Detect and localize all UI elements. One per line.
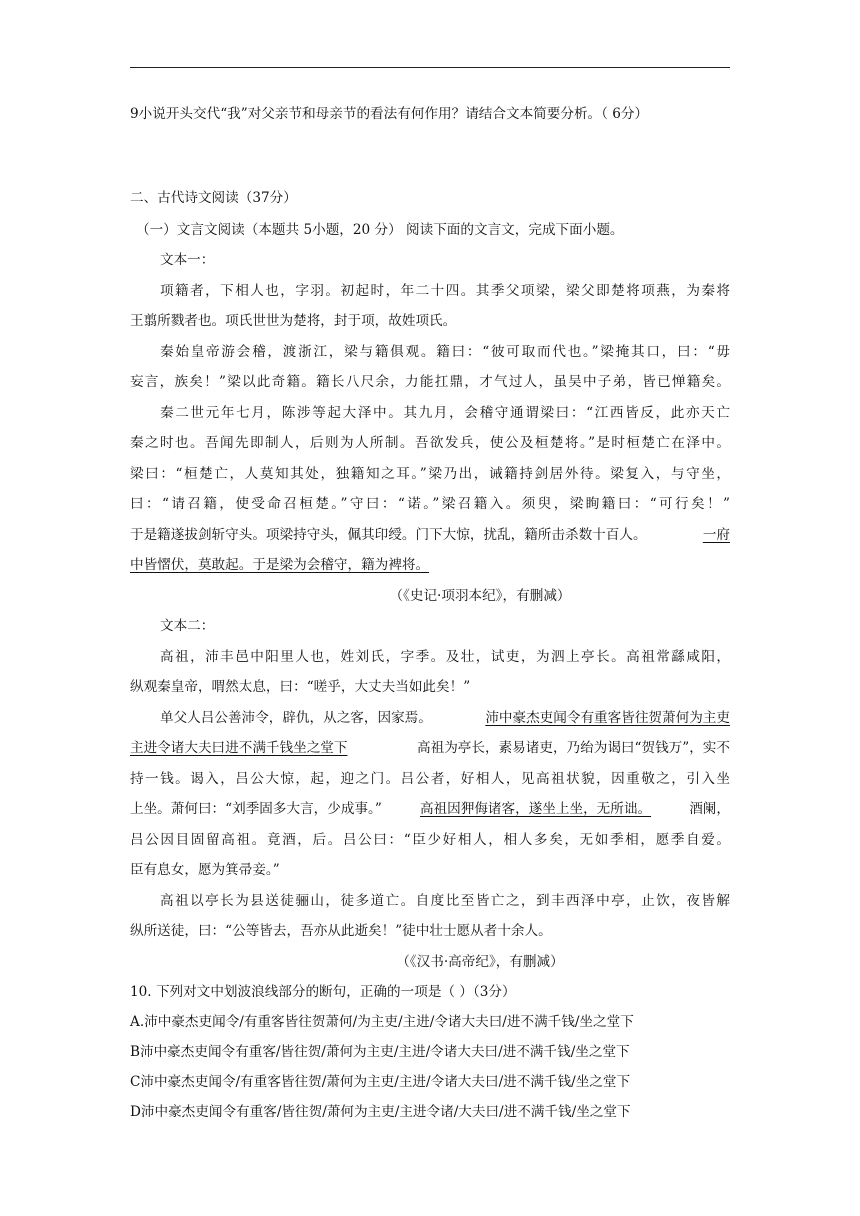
text-2-line (160, 708, 730, 728)
question-10-stem: 10. 下列对文中划波浪线部分的断句，正确的一项是（ ）（3分） (130, 984, 516, 1000)
text-2-line (130, 738, 730, 758)
text-2-line-part: 酒阑， (689, 801, 730, 817)
text-1-line: 妄言，族矣！”梁以此奇籍。籍长八尺余，力能扛鼎，才气过人，虽吴中子弟，皆已惮籍矣。 (130, 374, 730, 390)
underlined-phrase: 中皆慴伏，莫敢起。于是梁为会稽守，籍为裨将。 (130, 557, 430, 573)
underlined-phrase: 一府 (702, 527, 730, 543)
text-2-line (130, 799, 730, 819)
text-1-line (130, 555, 730, 575)
text-1-line: 梁曰：“桓楚亡，人莫知其处，独籍知之耳。”梁乃出，诫籍持剑居外待。梁复入，与守坐， (130, 466, 730, 482)
text-1-line (130, 525, 730, 545)
text-2-line: 持一钱。谒入，吕公大惊，起，迎之门。吕公者，好相人，见高祖状貌，因重敬之，引入坐 (130, 771, 730, 787)
text-1-line: 秦之时也。吾闻先即制人，后则为人所制。吾欲发兵，使公及桓楚将。”是时桓楚亡在泽中。 (130, 435, 730, 451)
text-2-label: 文本二： (160, 618, 215, 634)
option-a: A.沛中豪杰吏闻令/有重客皆往贺萧何/为主吏/主进/令诸大夫曰/进不满千钱/坐之堂下 (130, 1014, 634, 1030)
option-d: D沛中豪杰吏闻令有重客/皆往贺/萧何为主吏/主进令诸/大夫曰/进不满千钱/坐之堂下 (130, 1104, 631, 1120)
text-2-line-part: 高祖为亭长，素易诸吏，乃绐为谒曰“贺钱万”，实不 (417, 740, 730, 756)
part-1-title: （一）文言文阅读（本题共 5小题，20 分） 阅读下面的文言文，完成下面小题。 (136, 222, 624, 238)
header-rule (130, 67, 730, 68)
text-2-line: 高祖以亭长为县送徒骊山，徒多道亡。自度比至皆亡之，到丰西泽中亭，止饮，夜皆解 (160, 893, 730, 909)
underlined-sentence: 高祖因狎侮诸客，遂坐上坐，无所诎。 (419, 801, 652, 817)
option-c: C沛中豪杰吏闻令/有重客皆往贺/萧何为主吏/主进/令诸大夫曰/进不满千钱/坐之堂下 (130, 1074, 631, 1090)
wavy-underlined-passage: 沛中豪杰吏闻令有重客皆往贺萧何为主吏 (485, 710, 730, 726)
option-b: B沛中豪杰吏闻令有重客/皆往贺/萧何为主吏/主进/令诸大夫曰/进不满千钱/坐之堂下 (130, 1044, 630, 1060)
text-2-line: 吕公因目固留高祖。竟酒，后。吕公曰：“臣少好相人，相人多矣，无如季相，愿季自爱。 (130, 832, 730, 848)
text-1-line: 秦二世元年七月，陈涉等起大泽中。其九月，会稽守通谓梁曰：“江西皆反，此亦天亡 (160, 405, 730, 421)
wavy-underlined-passage: 主进令诸大夫曰进不满千钱坐之堂下 (130, 740, 348, 756)
text-1-line: 秦始皇帝游会稽，渡浙江，梁与籍俱观。籍曰：“彼可取而代也。”梁掩其口，曰：“毋 (160, 344, 730, 360)
section-2-title: 二、古代诗文阅读（37分） (130, 190, 297, 206)
text-2-line: 高祖，沛丰邑中阳里人也，姓刘氏，字季。及壮，试吏，为泗上亭长。高祖常繇咸阳， (160, 649, 730, 665)
text-1-line: 王翦所戮者也。项氏世世为楚将，封于项，故姓项氏。 (130, 313, 457, 329)
source-1: （《史记·项羽本纪》，有删减） (389, 588, 571, 604)
text-2-line-part: 上坐。萧何曰：“刘季固多大言，少成事。” (130, 801, 382, 817)
text-2-line: 臣有息女，愿为箕帚妾。” (130, 862, 280, 878)
source-2: （《汉书·高帝纪》，有删减） (396, 954, 564, 970)
text-1-line: 项籍者，下相人也，字羽。初起时，年二十四。其季父项梁，梁父即楚将项燕，为秦将 (160, 283, 730, 299)
text-2-line: 纵观秦皇帝，喟然太息，曰：“嗟乎，大丈夫当如此矣！” (130, 679, 471, 695)
text-1-label: 文本一： (160, 252, 215, 268)
question-9: 9小说开头交代“我”对父亲节和母亲节的看法有何作用？请结合文本简要分析。（ 6分） (130, 106, 649, 122)
text-2-line-part: 单父人吕公善沛令，辟仇，从之客，因家焉。 (160, 710, 432, 726)
text-1-line: 曰：“请召籍，使受命召桓楚。”守曰：“诺。”梁召籍入。须臾，梁眴籍曰：“可行矣！” (130, 496, 730, 512)
text-1-line-part: 于是籍遂拔剑斩守头。项梁持守头，佩其印绶。门下大惊，扰乱，籍所击杀数十百人。 (130, 527, 647, 543)
text-2-line: 纵所送徒，曰：“公等皆去，吾亦从此逝矣！”徒中壮士愿从者十余人。 (130, 923, 552, 939)
